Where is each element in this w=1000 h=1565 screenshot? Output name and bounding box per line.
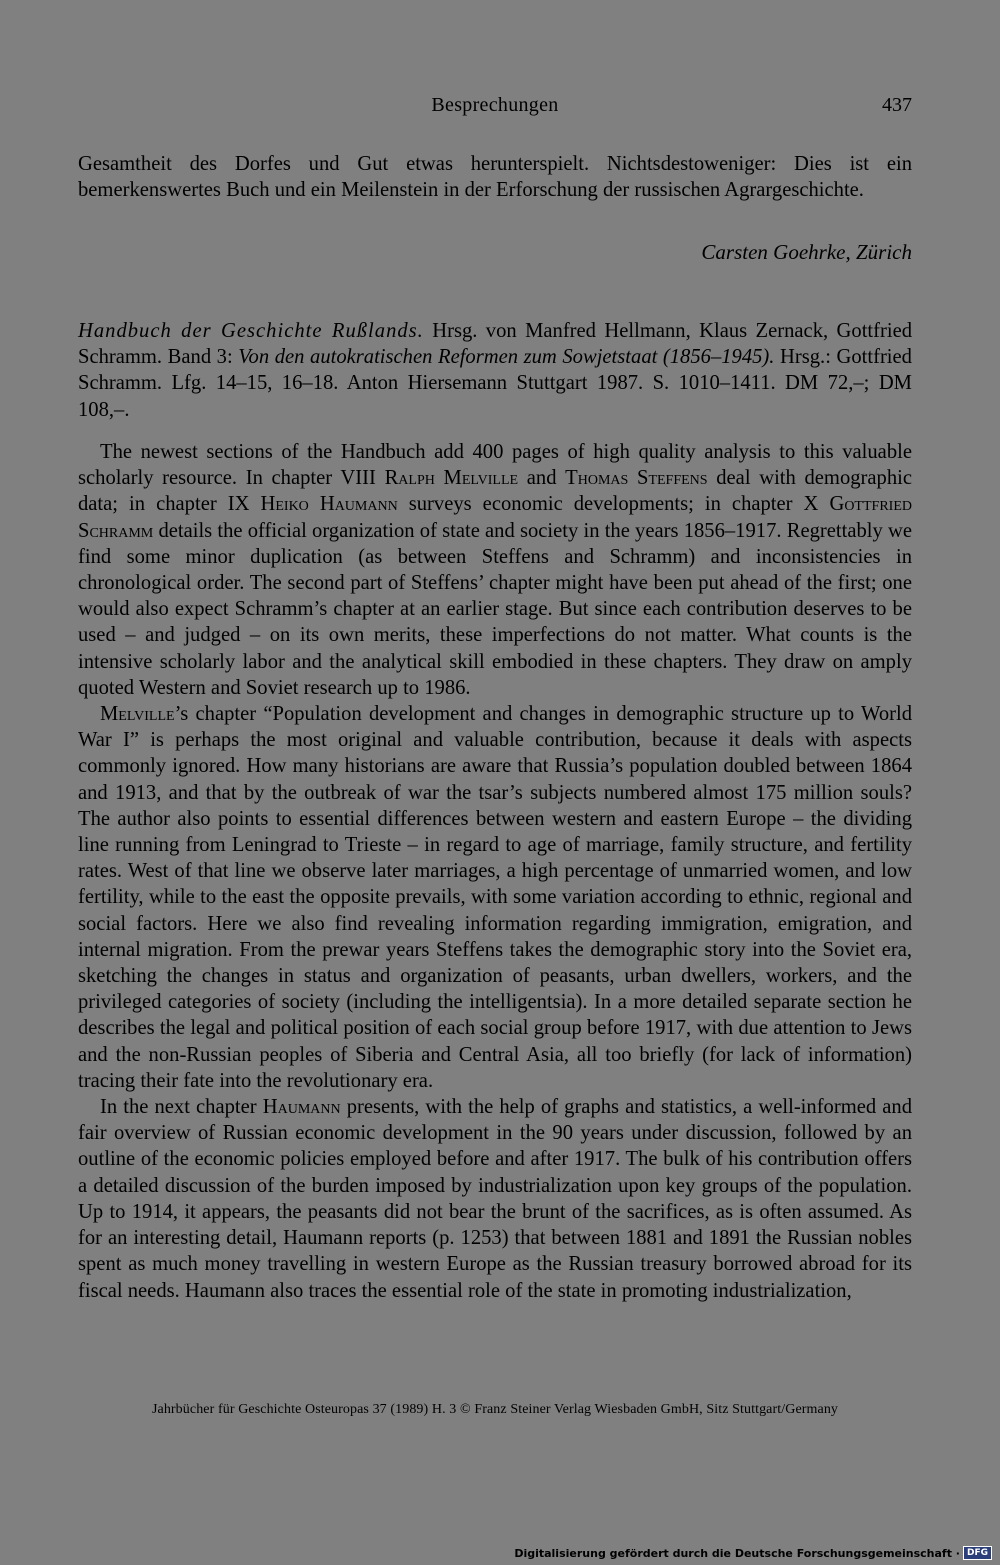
body-paragraph [78,1094,912,1304]
bibliography-text [78,318,912,423]
author-name: Heiko Haumann [260,493,398,516]
review-body [78,439,912,1304]
dfg-logo: DFG [963,1546,992,1560]
paragraph-text: ’s chapter “Population development and changes in demographic structure up to World War I” is perhaps the most original and valuable contribution, because it deals with aspects commonly ignored. How many historians are aware that Russia’s population doubled between 1864 and 1913, and that by the outbreak of war the tsar’s subjects numbered almost 175 million souls? The author also points to essential differences between western and eastern Europe – the dividing line running from Leningrad to Trieste – in regard to age of marriage, family structure, and fertility rates. West of that line we observe later marriages, a high percentage of unmarried women, and low fertility, while to the east the opposite prevails, with some variation according to ethnic, regional and social factors. Here we also find revealing information regarding immigration, emigration, and internal migration. From the prewar years Steffens takes the demographic story into the Soviet era, sketching the changes in status and organization of peasants, urban dwellers, workers, and the privileged categories of society (including the intelligentsia). In a more detailed separate section he describes the legal and political position of each social group before 1917, with due attention to Jews and the non-Russian peoples of Siberia and Central Asia, all too briefly (for lack of information) tracing their fate into the revolutionary era. [78,703,912,1092]
book-title: Handbuch der Geschichte Rußlands. [78,320,424,342]
dfg-notice [514,1546,992,1560]
paragraph-text: and [518,467,566,490]
paragraph-text: In the next chapter [100,1096,263,1119]
paragraph-text: The newest sections of the Handbuch add 400 pages of high quality analysis to this valuable scholarly resource. In chapter VIII [78,441,912,490]
intro-paragraph [78,151,912,203]
author-name: Haumann [262,1096,341,1119]
paragraph-text: deal with demographic data; in chapter IX [78,467,913,516]
author-name: Thomas Steffens [565,467,708,490]
bibliography-part-2: Hrsg.: Gottfried Schramm. Lfg. 14–15, 16–18. Anton Hiersemann Stuttgart 1987. S. 1010–1411. DM 72,–; DM 108,–. [78,346,912,421]
paragraph-text: presents, with the help of graphs and statistics, a well-informed and fair overview of Russian economic development in the 90 years under discussion, followed by an outline of the economic policies employed before and after 1917. The bulk of his contribution offers a detailed discussion of the burden imposed by industrialization upon key groups of the population. Up to 1914, it appears, the peasants did not bear the brunt of the sacrifices, as is often assumed. As for an interesting detail, Haumann reports (p. 1253) that between 1881 and 1891 the Russian nobles spent as much money travelling in western Europe as the Russian treasury borrowed abroad for its fiscal needs. Haumann also traces the essential role of the state in promoting industrialization, [78,1096,912,1302]
intro-text: Gesamtheit des Dorfes und Gut etwas herunterspielt. Nichtsdestoweniger: Dies ist ein bemerkenswertes Buch und ein Meilenstein in der Erforschung der russischen Agrargeschichte. [78,153,912,202]
author-name: Gottfried Schramm [78,493,912,542]
volume-title: Von den autokratischen Reformen zum Sowjetstaat (1856–1945). [238,346,775,369]
paragraph-text: details the official organization of state and society in the years 1856–1917. Regrettably we find some minor duplication (as between Steffens and Schramm) and inconsistencies in chronological order. The second part of Steffens’ chapter might have been put ahead of the first; one would also expect Schramm’s chapter at an earlier stage. But since each contribution deserves to be used – and judged – on its own merits, these imperfections do not matter. What counts is the intensive scholarly labor and the analytical skill embodied in these chapters. They draw on amply quoted Western and Soviet research up to 1986. [78,519,912,699]
bibliographic-entry [78,318,912,423]
body-paragraph [78,439,912,701]
page-number: 437 [882,94,912,116]
author-name: Ralph Melville [384,467,519,490]
journal-footer: Jahrbücher für Geschichte Osteuropas 37 (1989) H. 3 © Franz Steiner Verlag Wiesbaden GmbH, Sitz Stuttgart/Germany [151,1402,839,1417]
paragraph-text: surveys economic developments; in chapter X [397,493,830,516]
author-name: Melville [100,703,175,726]
bibliography-part-1: Hrsg. von Manfred Hellmann, Klaus Zernack, Gottfried Schramm. Band 3: [78,320,913,369]
page-header [78,94,912,122]
reviewer-signature: Carsten Goehrke, Zürich [701,240,912,264]
dfg-notice-text: Digitalisierung gefördert durch die Deutsche Forschungsgemeinschaft · [514,1546,960,1560]
body-paragraph [78,701,912,1094]
running-title: Besprechungen [431,94,559,116]
